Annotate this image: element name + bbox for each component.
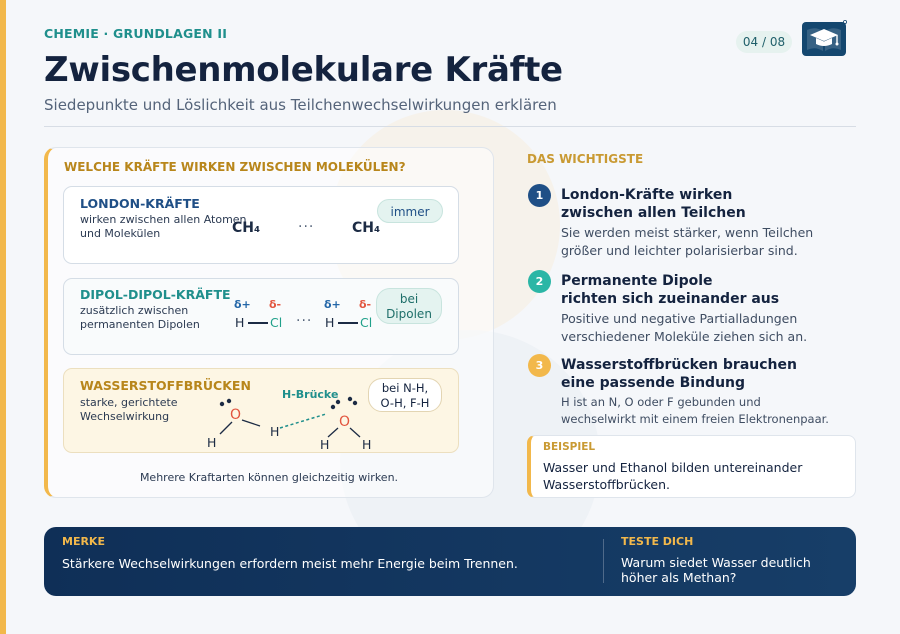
delta-minus-label: δ- — [359, 298, 372, 311]
hbond-desc-line2: Wechselwirkung — [80, 410, 170, 423]
point-1-text — [561, 224, 841, 260]
merke-label: MERKE — [62, 535, 105, 548]
london-chip: immer — [377, 199, 443, 223]
covalent-bond — [338, 322, 358, 324]
page-indicator: 04 / 08 — [736, 31, 792, 53]
hydrogen-atom: H — [320, 437, 330, 452]
book-graduation-cap-icon — [801, 20, 847, 58]
point-2-title — [561, 272, 811, 308]
forces-note: Mehrere Kraftarten können gleichzeitig wirken. — [139, 471, 399, 484]
chlorine-atom: Cl — [360, 315, 373, 330]
methane-formula-a: CH₄ — [232, 220, 261, 236]
h-bridge-label: H-Brücke — [282, 388, 339, 401]
point-1-title-line2: zwischen allen Teilchen — [561, 205, 746, 221]
point-2-title-line1: Permanente Dipole — [561, 273, 713, 289]
dipol-chip-line1: bei — [399, 292, 419, 306]
hbond-title: WASSERSTOFFBRÜCKEN — [80, 378, 251, 393]
example-text — [543, 459, 843, 493]
hbond-chip-line1: bei N-H, — [381, 381, 429, 395]
teste-dich-line1: Warum siedet Wasser deutlich — [621, 555, 811, 570]
point-1-title-line1: London-Kräfte wirken — [561, 187, 733, 203]
delta-minus-label: δ- — [269, 298, 282, 311]
example-text-line2: Wasserstoffbrücken. — [543, 477, 670, 492]
header-divider — [44, 126, 856, 127]
hydrogen-atom: H — [362, 437, 372, 452]
methane-formula-b: CH₄ — [352, 220, 381, 236]
delta-plus-label: δ+ — [234, 298, 251, 311]
subject-kicker: CHEMIE · GRUNDLAGEN II — [44, 26, 228, 41]
point-2-title-line2: richten sich zueinander aus — [561, 291, 780, 307]
london-desc-line1: wirken zwischen allen Atomen — [80, 213, 247, 226]
left-accent-stripe — [0, 0, 6, 634]
london-desc-line2: und Molekülen — [80, 227, 161, 240]
example-text-line1: Wasser und Ethanol bilden untereinander — [543, 460, 803, 475]
example-label: BEISPIEL — [543, 441, 596, 453]
merke-text: Stärkere Wechselwirkungen erfordern meist mehr Energie beim Trennen. — [62, 556, 518, 571]
page-title: Zwischenmolekulare Kräfte — [44, 50, 563, 90]
point-3-title-line2: eine passende Bindung — [561, 375, 746, 391]
point-1-text-line1: Sie werden meist stärker, wenn Teilchen — [561, 225, 814, 240]
hbond-chip — [368, 378, 442, 412]
dipol-title: DIPOL-DIPOL-KRÄFTE — [80, 287, 231, 302]
point-1-title — [561, 186, 811, 222]
point-3-title-line1: Wasserstoffbrücken brauchen — [561, 357, 797, 373]
hydrogen-atom: H — [325, 315, 335, 330]
dipol-desc-line1: zusätzlich zwischen — [80, 304, 189, 317]
summary-label: DAS WICHTIGSTE — [527, 152, 644, 166]
teste-dich-question — [621, 555, 811, 585]
page-subtitle: Siedepunkte und Löslichkeit aus Teilchenwechselwirkungen erklären — [44, 96, 557, 114]
hydrogen-atom: H — [270, 424, 280, 439]
point-number-badge: 3 — [528, 354, 551, 377]
hydrogen-atom: H — [235, 315, 245, 330]
hbond-chip-line2: O-H, F-H — [380, 396, 430, 410]
dipol-chip — [376, 288, 442, 324]
hydrogen-atom: H — [207, 435, 217, 450]
point-2-text — [561, 310, 841, 346]
london-title: LONDON-KRÄFTE — [80, 196, 200, 211]
teste-dich-label: TESTE DICH — [621, 535, 694, 548]
point-1-text-line2: größer und leichter polarisierbar sind. — [561, 243, 798, 258]
point-3-text — [561, 394, 851, 428]
point-number-badge: 1 — [528, 184, 551, 207]
hbond-desc-line1: starke, gerichtete — [80, 396, 178, 409]
oxygen-atom: O — [230, 407, 242, 423]
teste-dich-line2: höher als Methan? — [621, 570, 737, 585]
point-3-title — [561, 356, 811, 392]
forces-heading: WELCHE KRÄFTE WIRKEN ZWISCHEN MOLEKÜLEN? — [64, 160, 406, 174]
point-3-text-line2: wechselwirkt mit einem freien Elektronenpaar. — [561, 412, 829, 426]
point-2-text-line2: verschiedener Moleküle ziehen sich an. — [561, 329, 808, 344]
footer-divider — [603, 539, 604, 583]
point-2-text-line1: Positive und negative Partialladungen — [561, 311, 798, 326]
covalent-bond — [248, 322, 268, 324]
point-3-text-line1: H ist an N, O oder F gebunden und — [561, 395, 761, 409]
interaction-dots: ··· — [296, 313, 313, 329]
dipol-desc-line2: permanenten Dipolen — [80, 318, 200, 331]
delta-plus-label: δ+ — [324, 298, 341, 311]
interaction-dots: ··· — [298, 219, 315, 235]
chlorine-atom: Cl — [270, 315, 283, 330]
oxygen-atom: O — [339, 414, 351, 430]
dipol-chip-line2: Dipolen — [386, 307, 432, 321]
point-number-badge: 2 — [528, 270, 551, 293]
